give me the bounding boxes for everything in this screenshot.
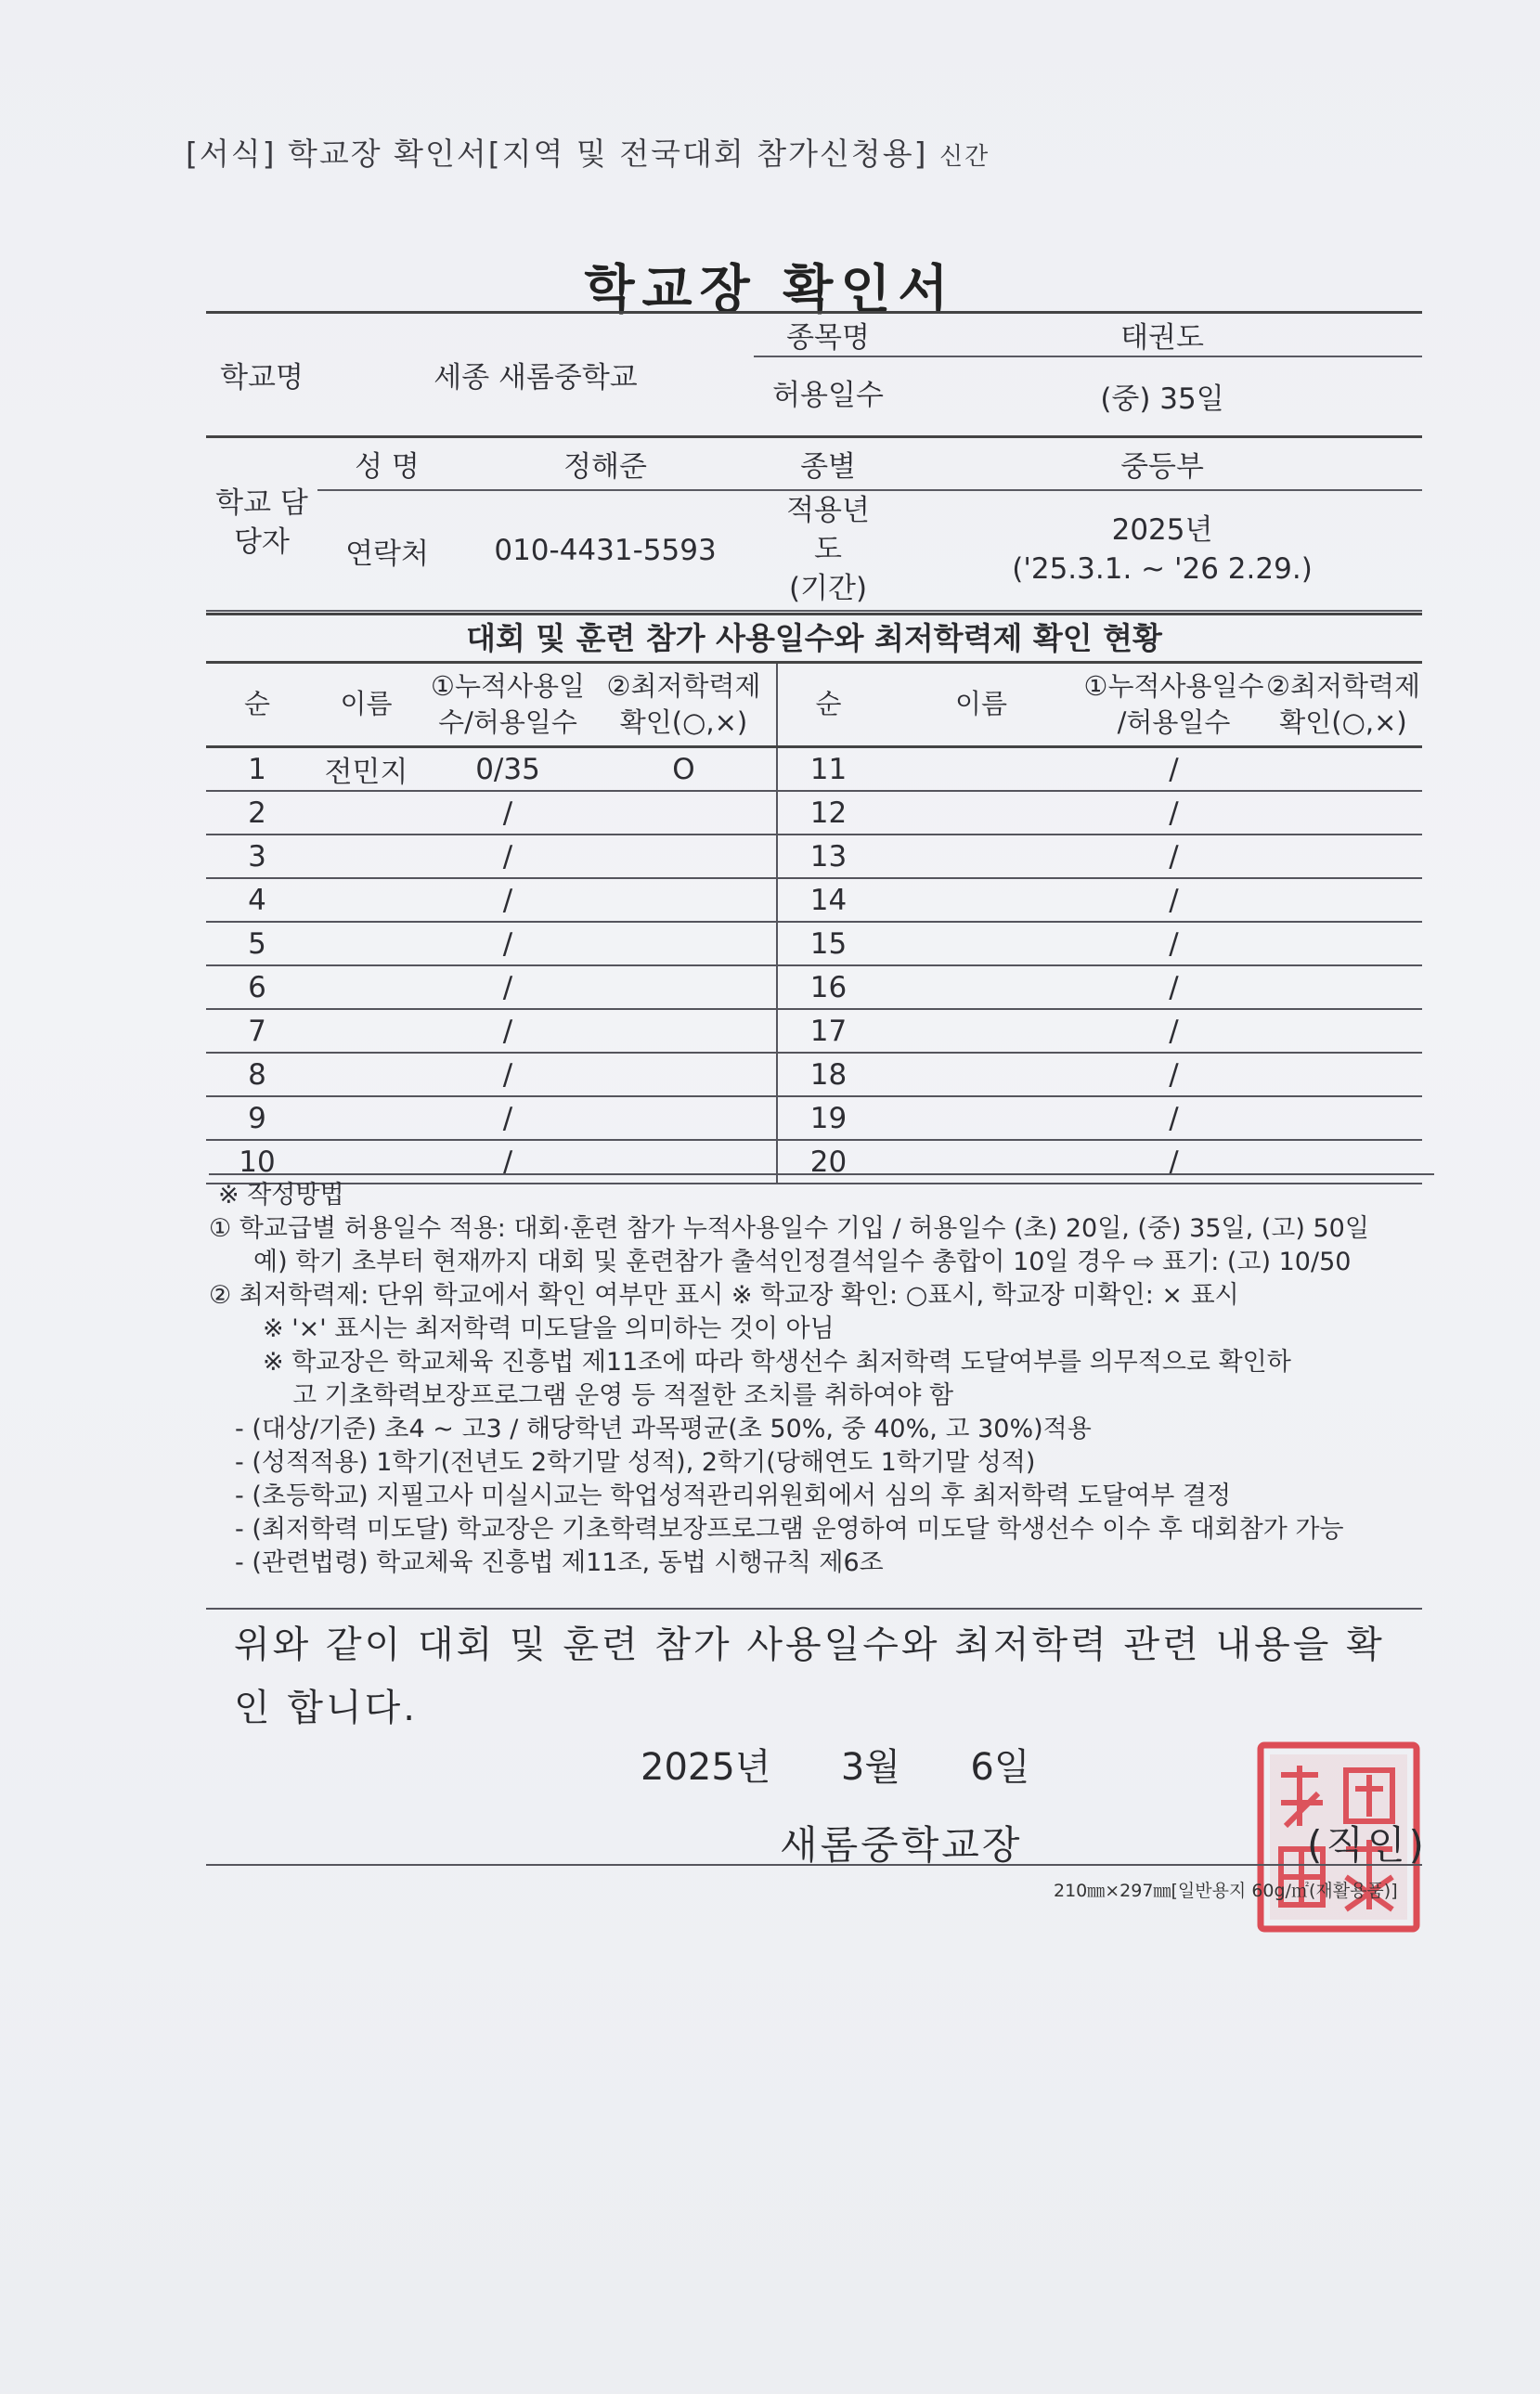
header-days-2: ①누적사용일수 /허용일수 [1083,663,1264,747]
cell-check-2 [1264,747,1422,792]
usage-table-body [206,747,1422,1184]
cell-no-2: 14 [777,878,879,922]
note-line: ※ 학교장은 학교체육 진흥법 제11조에 따라 학생선수 최저학력 도달여부를 의무적으로 확인하 [263,1348,1291,1377]
category-label: 종별 [754,436,902,490]
header-days: ①누적사용일 수/허용일수 [424,663,591,747]
period-year: 2025년 [1111,513,1213,548]
bottom-divider [206,1864,1422,1866]
cell-days-2: / [1083,922,1264,965]
cell-days: / [424,878,591,922]
form-label-main: [서식] 학교장 확인서[지역 및 전국대회 참가신청용] [186,136,928,172]
cell-name-2 [879,965,1083,1009]
cell-days-2: / [1083,1096,1264,1140]
table-header-row [206,663,1422,747]
header-name-2: 이름 [879,663,1083,747]
event-label: 종목명 [754,313,902,357]
manager-name-label: 성 명 [317,436,457,490]
cell-days: / [424,1140,591,1184]
form-label-suffix: 신간 [939,143,990,171]
principal-title: 새롬중학교장 [780,1822,1023,1868]
cell-name-2 [879,835,1083,878]
manager-contact-value: 010-4431-5593 [457,490,754,611]
date-month: 3월 [840,1746,900,1789]
cell-name [308,1053,424,1096]
event-value: 태권도 [902,313,1422,357]
cell-days: / [424,1009,591,1053]
cell-no-2: 20 [777,1140,879,1184]
school-info-table [206,311,1422,612]
note-line: 고 기초학력보장프로그램 운영 등 적절한 조치를 취하여야 함 [292,1381,954,1410]
cell-days-2: / [1083,791,1264,835]
cell-days: / [424,1096,591,1140]
cell-check-2 [1264,922,1422,965]
cell-check-2 [1264,1053,1422,1096]
cell-check [591,965,777,1009]
document-title: 학교장 확인서 [584,260,956,320]
header-no-2: 순 [777,663,879,747]
cell-days-2: / [1083,1009,1264,1053]
date-day: 6일 [970,1746,1030,1789]
note-line: - (초등학교) 지필고사 미실시교는 학업성적관리위원회에서 심의 후 최저학력 도달여부 결정 [235,1482,1232,1510]
cell-check [591,835,777,878]
cell-days-2: / [1083,747,1264,792]
cell-check [591,791,777,835]
issue-date [641,1738,1030,1791]
cell-name-2 [879,1009,1083,1053]
cell-days-2: / [1083,878,1264,922]
allowed-days-label: 허용일수 [754,356,902,436]
table-row [206,1096,1422,1140]
cell-name-2 [879,878,1083,922]
cell-check [591,1053,777,1096]
header-min: ②최저학력제 확인(○,×) [591,663,777,747]
note-line: ② 최저학력제: 단위 학교에서 확인 여부만 표시 ※ 학교장 확인: ○표시, 학교장 미확인: × 표시 [209,1281,1239,1310]
date-year: 2025년 [641,1746,771,1789]
period-label-line-2: 도 [814,533,842,567]
cell-no-2: 19 [777,1096,879,1140]
cell-no: 4 [206,878,308,922]
school-name-label: 학교명 [206,313,317,437]
cell-name-2 [879,791,1083,835]
cell-name [308,922,424,965]
usage-table [206,661,1422,1184]
cell-name [308,791,424,835]
cell-check [591,878,777,922]
note-line: ① 학교급별 허용일수 적용: 대회·훈련 참가 누적사용일수 기입 / 허용일수 (초) 20일, (중) 35일, (고) 50일 [209,1214,1369,1243]
cell-no-2: 17 [777,1009,879,1053]
writing-notes [209,1173,1434,1580]
cell-days: / [424,965,591,1009]
cell-check [591,922,777,965]
table-row [206,835,1422,878]
manager-label: 학교 담당자 [206,436,317,611]
cell-check-2 [1264,835,1422,878]
cell-no: 7 [206,1009,308,1053]
cell-no-2: 15 [777,922,879,965]
period-label-line-1: 적용년 [786,494,870,528]
table-row [206,747,1422,792]
cell-name-2 [879,1096,1083,1140]
cell-check-2 [1264,791,1422,835]
cell-days: / [424,835,591,878]
note-line: 예) 학기 초부터 현재까지 대회 및 훈련참가 출석인정결석일수 총합이 10일 경우 ⇨ 표기: (고) 10/50 [253,1248,1352,1276]
cell-name [308,1096,424,1140]
table-row [206,878,1422,922]
note-line: - (관련법령) 학교체육 진흥법 제11조, 동법 시행규칙 제6조 [235,1548,884,1577]
cell-no-2: 12 [777,791,879,835]
section-title: 대회 및 훈련 참가 사용일수와 최저학력제 확인 현황 [206,613,1422,662]
cell-no: 2 [206,791,308,835]
period-label [754,490,902,611]
table-row [206,791,1422,835]
period-range: ('25.3.1. ~ '26 2.29.) [1012,552,1313,586]
period-value [902,490,1422,611]
cell-days-2: / [1083,1140,1264,1184]
cell-no-2: 18 [777,1053,879,1096]
cell-name-2 [879,1053,1083,1096]
cell-name [308,965,424,1009]
cell-days-2: / [1083,1053,1264,1096]
cell-check-2 [1264,1096,1422,1140]
cell-no-2: 13 [777,835,879,878]
cell-days: / [424,922,591,965]
cell-check [591,1096,777,1140]
cell-no: 10 [206,1140,308,1184]
category-value: 중등부 [902,436,1422,490]
table-row [206,922,1422,965]
manager-contact-label: 연락처 [317,490,457,611]
header-name: 이름 [308,663,424,747]
cell-no-2: 16 [777,965,879,1009]
cell-no: 6 [206,965,308,1009]
cell-no: 1 [206,747,308,792]
cell-name-2 [879,922,1083,965]
cell-check-2 [1264,965,1422,1009]
note-line: - (대상/기준) 초4 ~ 고3 / 해당학년 과목평균(초 50%, 중 40%, 고 30%)적용 [235,1415,1092,1443]
table-row [206,1053,1422,1096]
cell-days: / [424,1053,591,1096]
period-label-line-3: (기간) [788,571,868,605]
cell-check [591,1009,777,1053]
table-row [206,1009,1422,1053]
cell-no: 5 [206,922,308,965]
table-row [206,965,1422,1009]
cell-name-2 [879,747,1083,792]
cell-no: 8 [206,1053,308,1096]
cell-check: O [591,747,777,792]
form-label [186,130,990,174]
cell-days: 0/35 [424,747,591,792]
cell-days-2: / [1083,835,1264,878]
seal-label: (직인) [1307,1822,1428,1868]
note-line: ※ 작성방법 [218,1181,344,1210]
cell-name [308,835,424,878]
cell-name: 전민지 [308,747,424,792]
note-line: ※ '×' 표시는 최저학력 미도달을 의미하는 것이 아님 [263,1314,835,1343]
allowed-days-value: (중) 35일 [902,356,1422,436]
confirmation-text: 위와 같이 대회 및 훈련 참가 사용일수와 최저학력 관련 내용을 확인 합니다. [206,1608,1422,1740]
cell-check-2 [1264,1009,1422,1053]
cell-name [308,878,424,922]
cell-no: 9 [206,1096,308,1140]
school-name-value: 세종 새롬중학교 [317,313,754,437]
manager-name-value: 정해준 [457,436,754,490]
cell-days-2: / [1083,965,1264,1009]
note-line: - (성적적용) 1학기(전년도 2학기말 성적), 2학기(당해연도 1학기말 성적) [235,1448,1036,1477]
cell-no: 3 [206,835,308,878]
paper-spec: 210㎜×297㎜[일반용지 60g/㎡(재활용품)] [1054,1881,1398,1901]
cell-name [308,1009,424,1053]
cell-days: / [424,791,591,835]
header-no: 순 [206,663,308,747]
cell-check-2 [1264,878,1422,922]
header-min-2: ②최저학력제 확인(○,×) [1264,663,1422,747]
cell-no-2: 11 [777,747,879,792]
note-line: - (최저학력 미도달) 학교장은 기초학력보장프로그램 운영하여 미도달 학생선수 이수 후 대회참가 가능 [235,1515,1344,1544]
